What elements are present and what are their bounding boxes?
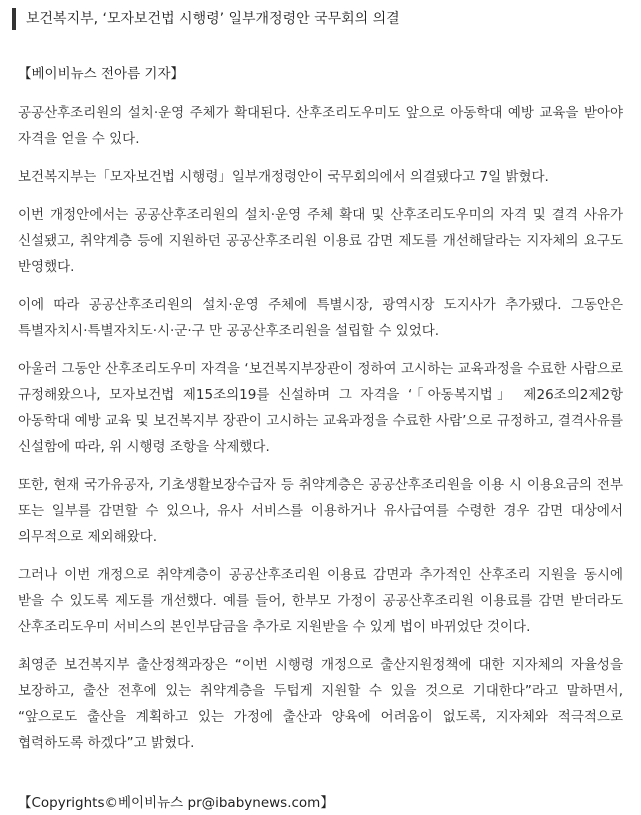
article-paragraph: 보건복지부는「모자보건법 시행령」일부개정령안이 국무회의에서 의결됐다고 7일 밝혔다. [18, 169, 549, 185]
article-headline: 보건복지부, ‘모자보건법 시행령’ 일부개정령안 국무회의 의결 [26, 11, 400, 27]
article-paragraph: 최영준 보건복지부 출산정책과장은 “이번 시행령 개정으로 출산지원정책에 대한 지자체의 자율성을 보장하고, 출산 전후에 있는 취약계층을 두텁게 지원할 수 있을 것으로 기대한다”라고 말하면서, “앞으로도 출산을 계획하고 있는 가정에 출산과 양육에 어려움이 없도록, 지자체와 적극적으로 협력하도록 하겠다”고 밝혔다. [18, 657, 623, 751]
headline-accent-bar [12, 8, 16, 30]
article-byline: 【베이비뉴스 전아름 기자】 [18, 66, 184, 82]
article-paragraph: 아울러 그동안 산후조리도우미 자격을 ‘보건복지부장관이 정하여 고시하는 교육과정을 수료한 사람으로 규정해왔으나, 모자보건법 제15조의19를 신설하며 그 자격을 ‘「아동복지법」 제26조의2제2항 아동학대 예방 교육 및 보건복지부 장관이 고시하는 교육과정을 수료한 사람’으로 규정하고, 결격사유를 신설함에 따라, 위 시행령 조항을 삭제했다. [18, 361, 623, 455]
article-paragraph: 공공산후조리원의 설치·운영 주체가 확대된다. 산후조리도우미도 앞으로 아동학대 예방 교육을 받아야 자격을 얻을 수 있다. [18, 105, 623, 147]
article-paragraph: 이번 개정안에서는 공공산후조리원의 설치·운영 주체 확대 및 산후조리도우미의 자격 및 결격 사유가 신설됐고, 취약계층 등에 지원하던 공공산후조리원 이용료 감면 제도를 개선해달라는 지자체의 요구도 반영했다. [18, 207, 623, 275]
article-paragraph: 그러나 이번 개정으로 취약계층이 공공산후조리원 이용료 감면과 추가적인 산후조리 지원을 동시에 받을 수 있도록 제도를 개선했다. 예를 들어, 한부모 가정이 공공산후조리원 이용료를 감면 받더라도 산후조리도우미 서비스의 본인부담금을 추가로 지원받을 수 있게 법이 바뀌었단 것이다. [18, 567, 623, 635]
copyright-line: 【Copyrights©베이비뉴스 pr@ibabynews.com】 [18, 795, 334, 811]
article-paragraph: 또한, 현재 국가유공자, 기초생활보장수급자 등 취약계층은 공공산후조리원을 이용 시 이용요금의 전부 또는 일부를 감면할 수 있으나, 유사 서비스를 이용하거나 유사급여를 수령한 경우 감면 대상에서 의무적으로 제외해왔다. [18, 477, 623, 545]
article-paragraph: 이에 따라 공공산후조리원의 설치·운영 주체에 특별시장, 광역시장 도지사가 추가됐다. 그동안은 특별자치시·특별자치도·시·군·구 만 공공산후조리원을 설립할 수 있었다. [18, 297, 623, 339]
article-body [18, 100, 623, 768]
